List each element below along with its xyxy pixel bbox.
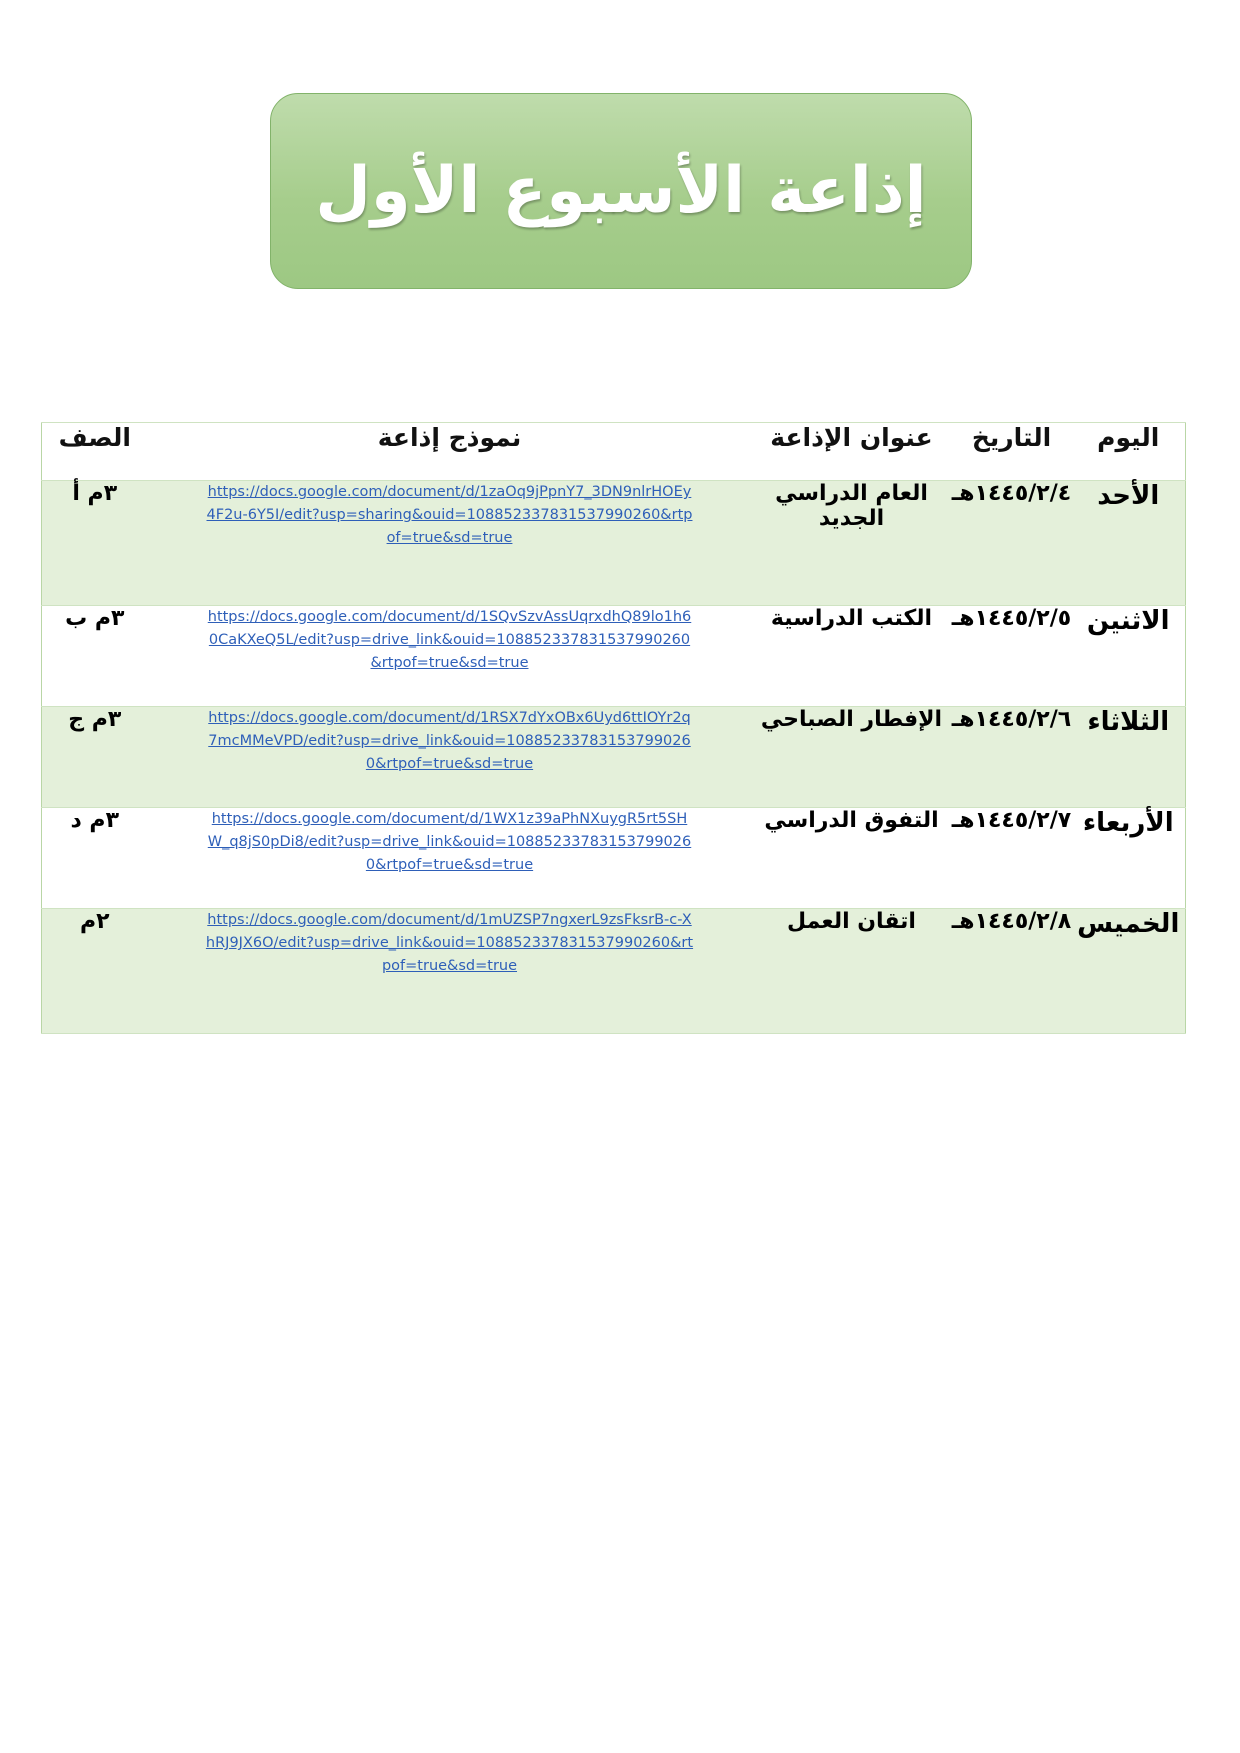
broadcast-template-link[interactable]: https://docs.google.com/document/d/1RSX7dYxOBx6Uyd6ttIOYr2q7mcMMeVPD/edit?usp=drive_link&ouid=108852337831537990260&rtpof=true&sd=true [208,710,691,772]
date-cell: ١٤٤٥/٢/٧هـ [952,808,1072,909]
title-cell: الكتب الدراسية [752,606,952,707]
date-cell: ١٤٤٥/٢/٤هـ [952,481,1072,606]
broadcast-template-link[interactable]: https://docs.google.com/document/d/1mUZSP7ngxerL9zsFksrB-c-XhRJ9JX6O/edit?usp=drive_link&ouid=108852337831537990260&rtpof=true&sd=true [205,912,694,974]
class-cell: ٢م [42,909,148,1034]
broadcast-template-link[interactable]: https://docs.google.com/document/d/1WX1z39aPhNXuygR5rt5SHW_q8jS0pDi8/edit?usp=drive_link&ouid=108852337831537990260&rtpof=true&sd=true [207,811,692,873]
day-cell: الأربعاء [1072,808,1186,909]
link-cell [148,808,752,909]
class-cell: ٣م ب [42,606,148,707]
table-row [42,606,1186,707]
header-date: التاريخ [952,423,1072,481]
broadcast-schedule-table [41,422,1186,1034]
day-cell: الاثنين [1072,606,1186,707]
day-cell: الثلاثاء [1072,707,1186,808]
table-row [42,909,1186,1034]
date-cell: ١٤٤٥/٢/٦هـ [952,707,1072,808]
broadcast-template-link[interactable]: https://docs.google.com/document/d/1SQvSzvAssUqrxdhQ89lo1h60CaKXeQ5L/edit?usp=drive_link&ouid=108852337831537990260&rtpof=true&sd=true [207,609,692,671]
link-cell [148,707,752,808]
header-title: عنوان الإذاعة [752,423,952,481]
title-cell: اتقان العمل [752,909,952,1034]
day-cell: الخميس [1072,909,1186,1034]
date-cell: ١٤٤٥/٢/٨هـ [952,909,1072,1034]
header-link: نموذج إذاعة [148,423,752,481]
class-cell: ٣م د [42,808,148,909]
title-banner [270,93,972,289]
date-cell: ١٤٤٥/٢/٥هـ [952,606,1072,707]
class-cell: ٣م أ [42,481,148,606]
table-row [42,808,1186,909]
title-cell: الإفطار الصباحي [752,707,952,808]
broadcast-template-link[interactable]: https://docs.google.com/document/d/1zaOq9jPpnY7_3DN9nlrHOEy4F2u-6Y5I/edit?usp=sharing&ouid=108852337831537990260&rtpof=true&sd=true [206,484,693,546]
header-day: اليوم [1072,423,1186,481]
table-header-row [42,423,1186,481]
title-cell: التفوق الدراسي [752,808,952,909]
class-cell: ٣م ج [42,707,148,808]
title-cell: العام الدراسي الجديد [752,481,952,606]
page-title: إذاعة الأسبوع الأول [315,154,927,228]
link-cell [148,909,752,1034]
table-row [42,707,1186,808]
day-cell: الأحد [1072,481,1186,606]
link-cell [148,481,752,606]
link-cell [148,606,752,707]
header-class: الصف [42,423,148,481]
table-row [42,481,1186,606]
